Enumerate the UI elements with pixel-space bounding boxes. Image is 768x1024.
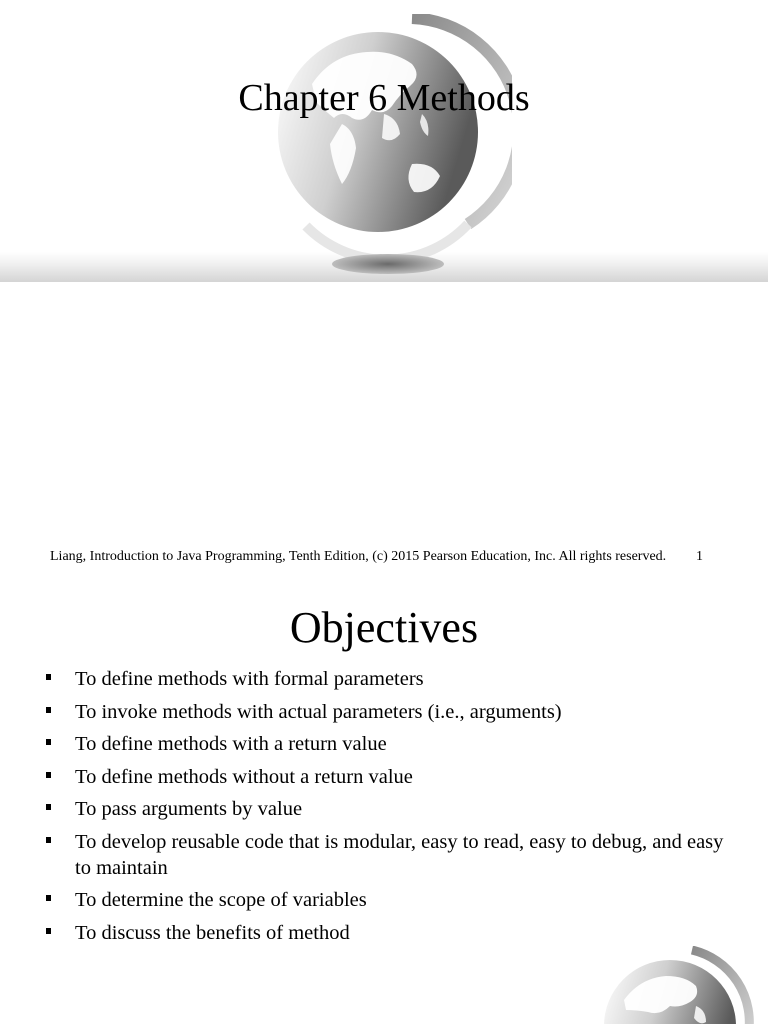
page-number: 1 — [696, 549, 703, 564]
copyright-footer: Liang, Introduction to Java Programming, Tenth Edition, (c) 2015 Pearson Education, Inc. All rights reserved. — [50, 549, 667, 564]
slide-title: Chapter 6 Methods — [238, 77, 530, 119]
objective-text: To define methods without a return value — [75, 765, 413, 788]
bullet-icon — [46, 739, 51, 745]
bullet-icon — [46, 772, 51, 778]
objective-text: To define methods with formal parameters — [75, 668, 424, 690]
bullet-icon — [46, 837, 51, 843]
list-item — [46, 764, 726, 790]
list-item — [46, 887, 726, 913]
objective-text: To invoke methods with actual parameters (i.e., arguments) — [75, 700, 562, 723]
bullet-icon — [46, 895, 51, 901]
list-item — [46, 666, 726, 692]
bullet-icon — [46, 707, 51, 713]
slide-title: Objectives — [289, 603, 479, 652]
list-item — [46, 920, 726, 946]
bullet-icon — [46, 928, 51, 934]
objective-text: To discuss the benefits of method — [75, 921, 350, 944]
bullet-icon — [46, 674, 51, 680]
objective-text: To determine the scope of variables — [75, 889, 367, 911]
objective-text: To define methods with a return value — [75, 733, 387, 755]
objective-text: To develop reusable code that is modular, easy to read, easy to debug, and easy to maintain — [75, 830, 724, 879]
list-item — [46, 731, 726, 757]
list-item — [46, 829, 726, 881]
objectives-list — [46, 666, 726, 952]
bullet-icon — [46, 804, 51, 810]
objectives-slide — [0, 576, 768, 1024]
objective-text: To pass arguments by value — [75, 798, 303, 820]
globe-icon — [596, 946, 756, 1024]
list-item — [46, 699, 726, 725]
list-item — [46, 796, 726, 822]
globe-icon — [272, 14, 512, 278]
